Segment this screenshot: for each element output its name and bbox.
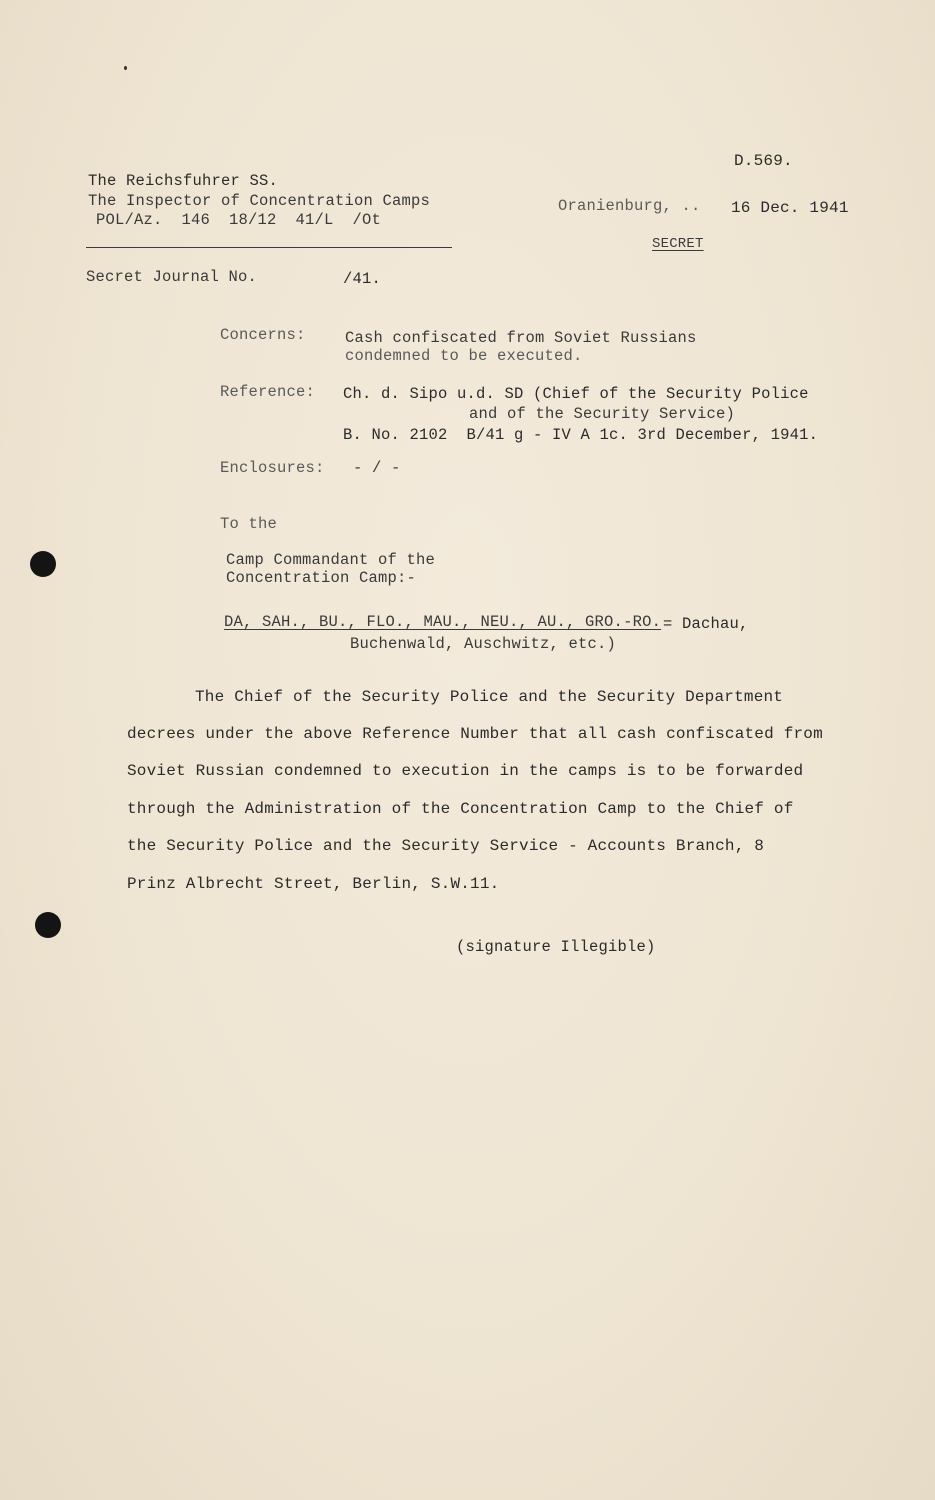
- camps-abbreviations: DA, SAH., BU., FLO., MAU., NEU., AU., GRO.-RO.: [224, 613, 662, 631]
- body-line-2: decrees under the above Reference Number that all cash confiscated from: [127, 725, 823, 743]
- file-reference: POL/Az. 146 18/12 41/L /Ot: [96, 211, 382, 229]
- punch-hole-bottom: [35, 912, 61, 938]
- concerns-line-1: Cash confiscated from Soviet Russians: [345, 329, 697, 347]
- camps-expansion-1: = Dachau,: [663, 615, 749, 633]
- ink-speck: [124, 66, 127, 70]
- body-line-3: Soviet Russian condemned to execution in the camps is to be forwarded: [127, 762, 804, 780]
- recipient-to: To the: [220, 515, 278, 533]
- body-line-6: Prinz Albrecht Street, Berlin, S.W.11.: [127, 875, 500, 893]
- punch-hole-top: [30, 551, 56, 577]
- sender-line-1: The Reichsfuhrer SS.: [88, 172, 279, 190]
- journal-label: Secret Journal No.: [86, 268, 258, 286]
- concerns-line-2: condemned to be executed.: [345, 347, 583, 365]
- place: Oranienburg, ..: [558, 197, 701, 215]
- journal-value: /41.: [343, 270, 382, 288]
- body-line-4: through the Administration of the Concentration Camp to the Chief of: [127, 800, 794, 818]
- enclosures-label: Enclosures:: [220, 459, 325, 477]
- reference-label: Reference:: [220, 383, 316, 401]
- recipient-line-1: Camp Commandant of the: [226, 551, 436, 569]
- date: 16 Dec. 1941: [731, 199, 849, 217]
- header-divider: [86, 247, 452, 248]
- body-line-5: the Security Police and the Security Service - Accounts Branch, 8: [127, 837, 765, 855]
- classification-stamp: SECRET: [652, 236, 704, 252]
- signature: (signature Illegible): [456, 938, 656, 956]
- camps-expansion-2: Buchenwald, Auschwitz, etc.): [350, 635, 617, 653]
- reference-line-2: and of the Security Service): [469, 405, 736, 423]
- sender-line-2: The Inspector of Concentration Camps: [88, 192, 431, 210]
- recipient-line-2: Concentration Camp:-: [226, 569, 417, 587]
- reference-line-1: Ch. d. Sipo u.d. SD (Chief of the Security Police: [343, 385, 809, 403]
- body-line-1: The Chief of the Security Police and the Security Department: [195, 688, 784, 706]
- reference-line-3: B. No. 2102 B/41 g - IV A 1c. 3rd December, 1941.: [343, 426, 819, 444]
- concerns-label: Concerns:: [220, 326, 306, 344]
- document-number: D.569.: [734, 152, 793, 170]
- enclosures-value: - / -: [353, 459, 401, 477]
